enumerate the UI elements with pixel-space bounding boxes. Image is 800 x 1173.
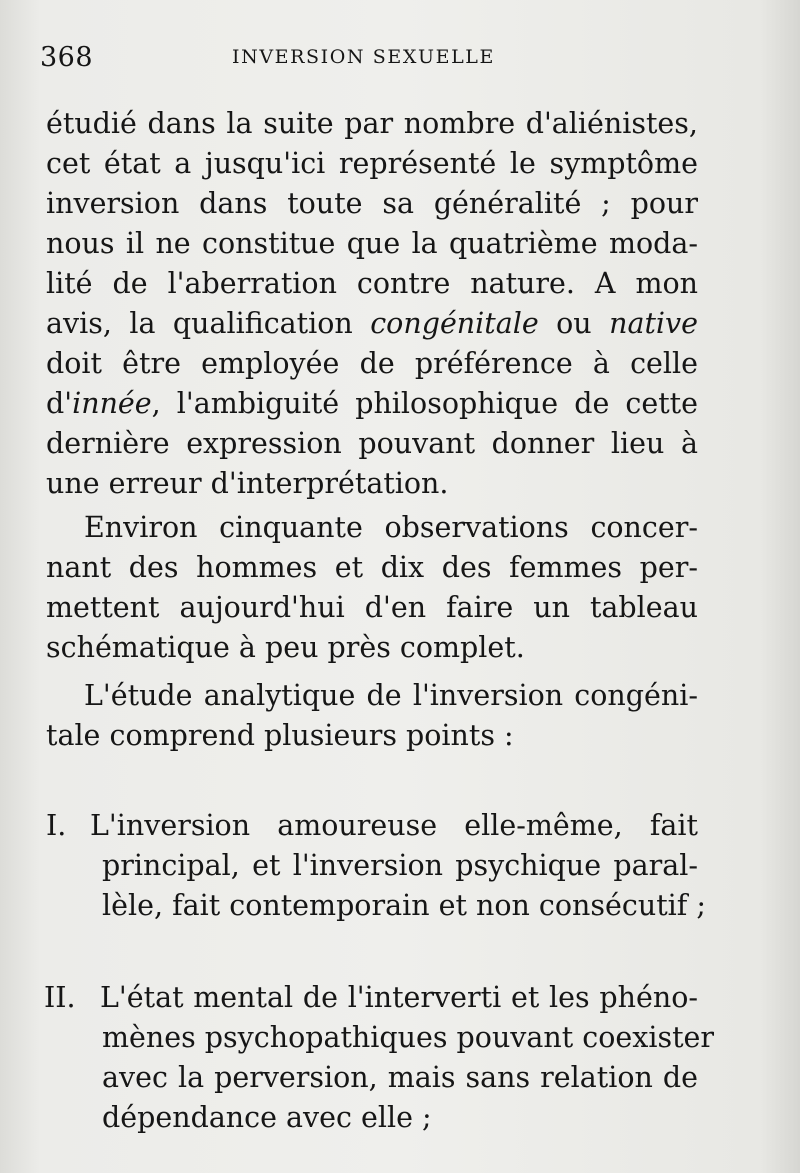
italic-term-congenitale: congénitale bbox=[370, 307, 539, 340]
text-line: mènes psychopathiques pouvant coexister bbox=[102, 1021, 715, 1054]
running-title: INVERSION SEXUELLE bbox=[232, 46, 495, 68]
item-label: I. bbox=[46, 809, 67, 842]
page-header bbox=[40, 38, 760, 78]
text-fragment: d' bbox=[46, 387, 73, 420]
text-line: L'état mental de l'interverti et les phéno- bbox=[100, 981, 698, 1014]
text-line: inversion dans toute sa généralité ; pour bbox=[46, 187, 698, 220]
text-line bbox=[46, 304, 698, 344]
text-line: Environ cinquante observations concer- bbox=[84, 511, 698, 544]
item-label: II. bbox=[44, 981, 76, 1014]
text-line: cet état a jusqu'ici représenté le symptôme bbox=[46, 147, 698, 180]
text-line: dernière expression pouvant donner lieu à bbox=[46, 427, 698, 460]
text-line: lité de l'aberration contre nature. A mon bbox=[46, 267, 698, 300]
text-line: doit être employée de préférence à celle bbox=[46, 347, 698, 380]
text-line: nous il ne constitue que la quatrième moda- bbox=[46, 227, 698, 260]
text-fragment: ou bbox=[538, 307, 610, 340]
italic-term-native: native bbox=[609, 307, 699, 340]
text-line: schématique à peu près complet. bbox=[46, 631, 525, 664]
text-line: L'inversion amoureuse elle-même, fait bbox=[90, 809, 698, 842]
text-line: mettent aujourd'hui d'en faire un tableau bbox=[46, 591, 698, 624]
text-line: principal, et l'inversion psychique paral- bbox=[102, 849, 698, 882]
text-line: lèle, fait contemporain et non consécutif ; bbox=[102, 889, 706, 922]
text-line bbox=[46, 384, 698, 424]
text-line: avec la perversion, mais sans relation de bbox=[102, 1061, 698, 1094]
text-line: tale comprend plusieurs points : bbox=[46, 719, 514, 752]
text-line: nant des hommes et dix des femmes per- bbox=[46, 551, 698, 584]
text-fragment: avis, la qualification bbox=[46, 307, 371, 340]
text-line: une erreur d'interprétation. bbox=[46, 467, 449, 500]
text-line: L'étude analytique de l'inversion congéni- bbox=[84, 679, 698, 712]
text-line: étudié dans la suite par nombre d'aliénistes, bbox=[46, 107, 698, 140]
text-line: dépendance avec elle ; bbox=[102, 1101, 432, 1134]
page-number: 368 bbox=[40, 42, 94, 73]
text-fragment: , l'ambiguité philosophique de cette bbox=[151, 387, 698, 420]
italic-term-innee: innée bbox=[72, 387, 152, 420]
